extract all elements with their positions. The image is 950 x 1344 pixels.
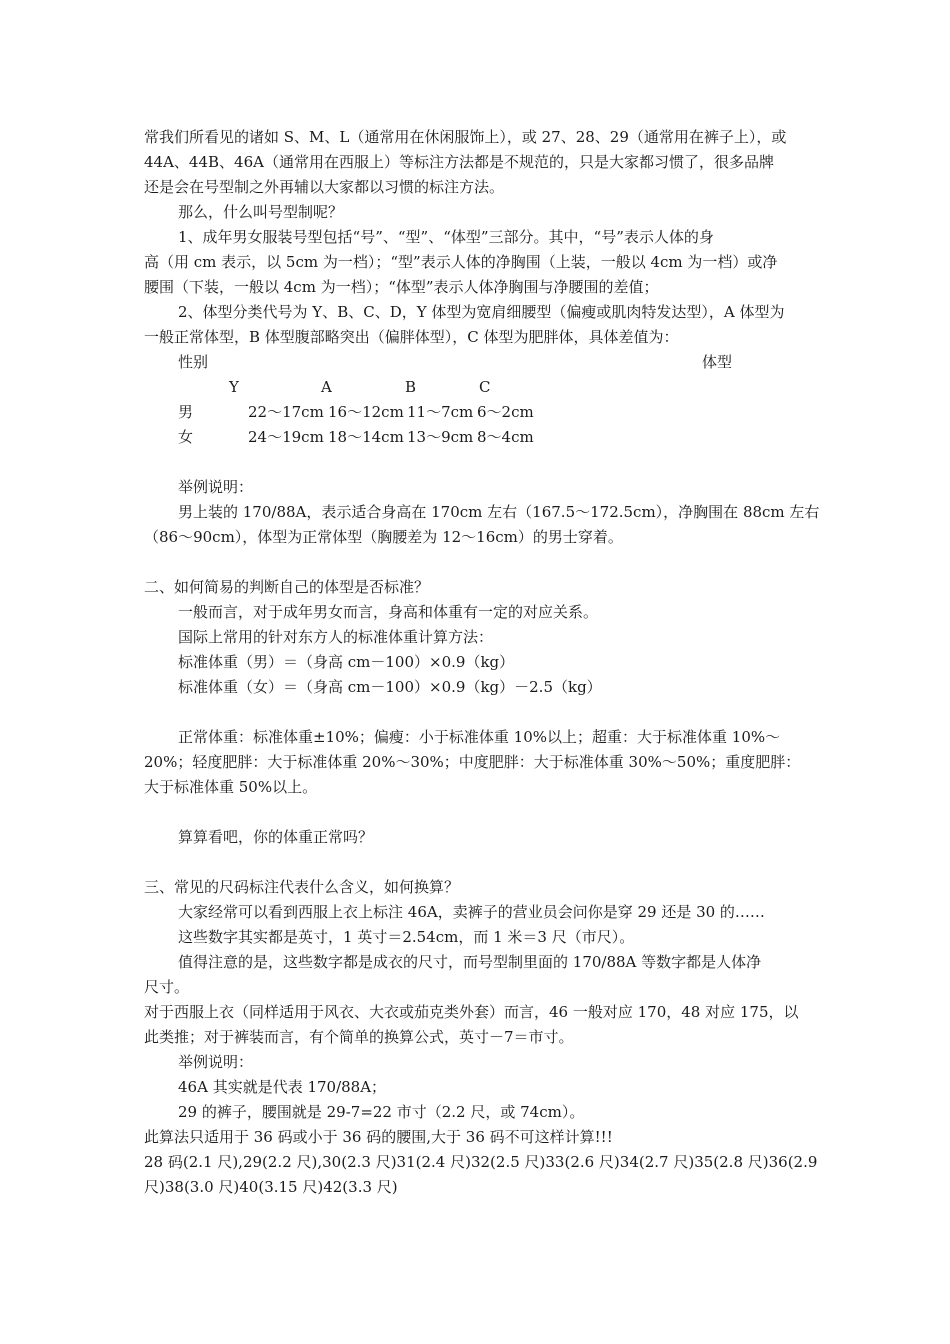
intro-line-2: 44A、44B、46A（通常用在西服上）等标注方法都是不规范的，只是大家都习惯了，很多品牌 [144,153,774,171]
example-2-line-1: 46A 其实就是代表 170/88A； [178,1078,387,1096]
example-1-line-1: 男上装的 170/88A，表示适合身高在 170cm 左右（167.5～172.5cm），净胸围在 88cm 左右 [178,503,820,521]
section-3-line-2: 这些数字其实都是英寸，1 英寸＝2.54cm，而 1 米＝3 尺（市尺）。 [178,928,635,946]
table-column-header: B [405,378,417,396]
paragraph-1-line-2: 高（用 cm 表示，以 5cm 为一档）；“型”表示人体的净胸围（上装，一般以 4cm 为一档）或净 [144,253,778,271]
section-3-line-6: 此类推；对于裤装而言，有个简单的换算公式，英寸－7＝市寸。 [144,1028,574,1046]
section-3-heading: 三、常见的尺码标注代表什么含义，如何换算？ [144,878,460,896]
paragraph-2-line-2: 一般正常体型，B 体型腹部略突出（偏胖体型），C 体型为肥胖体，具体差值为： [144,328,679,346]
intro-question: 那么，什么叫号型制呢？ [178,203,344,221]
intro-line-1: 常我们所看见的诸如 S、M、L（通常用在休闲服饰上），或 27、28、29（通常用在裤子上），或 [144,128,787,146]
section-2-heading: 二、如何简易的判断自己的体型是否标准？ [144,578,430,596]
section-2-closing: 算算看吧，你的体重正常吗？ [178,828,374,846]
table-cell: 24～19cm [248,428,324,446]
example-1-line-2: （86～90cm），体型为正常体型（胸腰差为 12～16cm）的男士穿着。 [144,528,623,546]
paragraph-1-line-1: 1、成年男女服装号型包括“号”、“型”、“体型”三部分。其中，“号”表示人体的身 [178,228,714,246]
table-cell: 6～2cm [477,403,534,421]
table-cell: 22～17cm [248,403,324,421]
size-list-line-1: 28 码(2.1 尺),29(2.2 尺),30(2.3 尺)31(2.4 尺)32(2.5 尺)33(2.6 尺)34(2.7 尺)35(2.8 尺)36(2.9 [144,1153,818,1171]
section-3-line-4: 尺寸。 [144,978,190,996]
formula-female: 标准体重（女）＝（身高 cm－100）×0.9（kg）－2.5（kg） [178,678,602,696]
table-row-gender: 女 [178,428,194,446]
table-header-type: 体型 [702,353,733,371]
weight-ranges-line-3: 大于标准体重 50%以上。 [144,778,318,796]
table-column-header: C [479,378,491,396]
size-list-line-2: 尺)38(3.0 尺)40(3.15 尺)42(3.3 尺) [144,1178,398,1196]
example-1-title: 举例说明： [178,478,254,496]
section-2-line-2: 国际上常用的针对东方人的标准体重计算方法： [178,628,494,646]
weight-ranges-line-2: 20%；轻度肥胖：大于标准体重 20%～30%；中度肥胖：大于标准体重 30%～50%；重度肥胖： [144,753,801,771]
table-column-header: A [321,378,332,396]
paragraph-1-line-3: 腰围（下装，一般以 4cm 为一档）；“体型”表示人体净胸围与净腰围的差值； [144,278,659,296]
weight-ranges-line-1: 正常体重：标准体重±10%；偏瘦：小于标准体重 10%以上；超重：大于标准体重 10%～ [178,728,781,746]
table-cell: 11～7cm [407,403,474,421]
table-cell: 8～4cm [477,428,534,446]
calculation-note: 此算法只适用于 36 码或小于 36 码的腰围,大于 36 码不可这样计算!!! [144,1128,613,1146]
section-3-line-1: 大家经常可以看到西服上衣上标注 46A，卖裤子的营业员会问你是穿 29 还是 30 的…… [178,903,765,921]
section-3-line-5: 对于西服上衣（同样适用于风衣、大衣或茄克类外套）而言，46 一般对应 170，48 对应 175，以 [144,1003,799,1021]
table-cell: 13～9cm [407,428,474,446]
paragraph-2-line-1: 2、体型分类代号为 Y、B、C、D，Y 体型为宽肩细腰型（偏瘦或肌肉特发达型），A 体型为 [178,303,785,321]
table-cell: 16～12cm [328,403,404,421]
section-2-line-1: 一般而言，对于成年男女而言，身高和体重有一定的对应关系。 [178,603,599,621]
table-cell: 18～14cm [328,428,404,446]
table-header-gender: 性别 [178,353,209,371]
example-2-line-2: 29 的裤子，腰围就是 29-7=22 市寸（2.2 尺，或 74cm）。 [178,1103,585,1121]
intro-line-3: 还是会在号型制之外再辅以大家都以习惯的标注方法。 [144,178,505,196]
example-2-title: 举例说明： [178,1053,254,1071]
formula-male: 标准体重（男）＝（身高 cm－100）×0.9（kg） [178,653,515,671]
table-column-header: Y [229,378,239,396]
section-3-line-3: 值得注意的是，这些数字都是成衣的尺寸，而号型制里面的 170/88A 等数字都是人体净 [178,953,762,971]
table-row-gender: 男 [178,403,194,421]
